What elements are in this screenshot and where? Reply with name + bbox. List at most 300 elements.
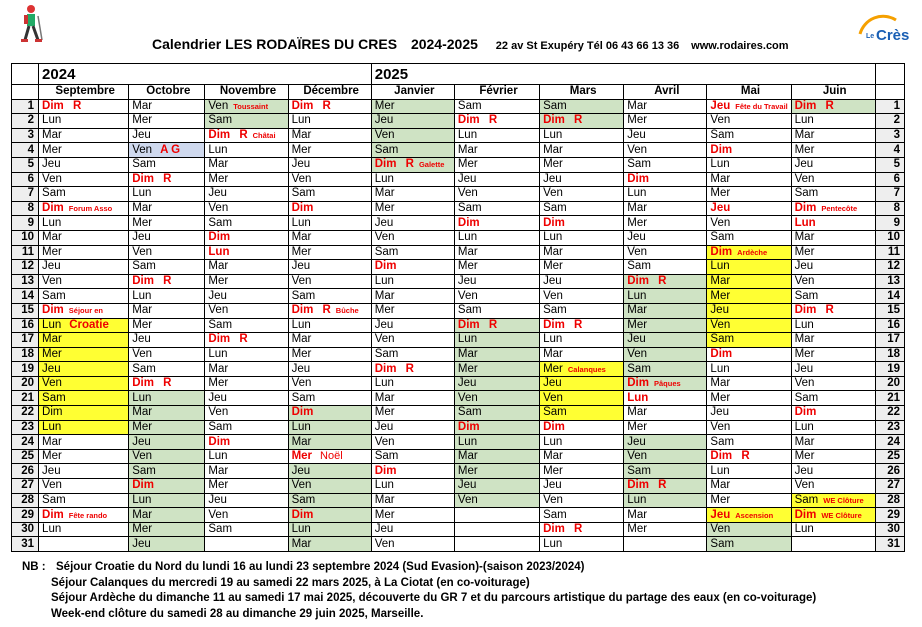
day-name: Mar — [543, 245, 563, 258]
day-cell — [624, 303, 707, 318]
logo-text-le: Le — [866, 33, 875, 40]
day-name: Jeu — [543, 275, 562, 288]
calendar-table — [11, 63, 905, 552]
day-name: Mer — [627, 318, 648, 331]
day-name: Jeu — [457, 479, 477, 492]
day-number: 28 — [12, 493, 39, 508]
day-cell — [454, 391, 539, 406]
day-name: Mer — [627, 114, 648, 127]
notes-label: NB : — [22, 561, 46, 573]
day-cell — [540, 420, 624, 435]
day-row — [12, 303, 905, 318]
day-name: Sam — [627, 464, 651, 477]
day-row — [12, 289, 905, 304]
day-cell — [540, 391, 624, 406]
day-name: Ven — [457, 187, 478, 200]
day-name: Jeu — [42, 362, 61, 375]
year-row — [12, 64, 905, 85]
day-row — [12, 143, 905, 158]
day-name: Sam — [457, 406, 482, 419]
day-number: 19 — [12, 362, 39, 377]
day-cell — [791, 333, 875, 348]
day-name: Dim — [42, 99, 64, 112]
day-cell — [454, 406, 539, 421]
day-name: Mer — [208, 479, 229, 492]
day-number: 17 — [12, 333, 39, 348]
day-cell — [454, 435, 539, 450]
day-name: Mer — [794, 245, 815, 258]
day-cell — [454, 201, 539, 216]
day-cell — [791, 260, 875, 275]
day-cell — [371, 201, 454, 216]
day-number: 13 — [875, 274, 904, 289]
day-cell — [624, 406, 707, 421]
day-cell — [39, 493, 129, 508]
day-cell — [624, 479, 707, 494]
day-cell — [707, 99, 791, 114]
day-cell — [791, 347, 875, 362]
day-cell — [540, 274, 624, 289]
day-cell — [371, 216, 454, 231]
day-name: Ven — [208, 508, 229, 521]
day-name: Dim — [457, 420, 480, 433]
day-name: Mar — [627, 202, 648, 215]
day-name: Dim — [710, 245, 733, 258]
day-cell — [288, 303, 371, 318]
day-name: Mer — [627, 420, 648, 433]
day-cell — [454, 289, 539, 304]
month-header: Novembre — [205, 85, 288, 100]
day-name: Dim — [457, 318, 480, 331]
page-title — [152, 36, 789, 52]
day-name: Sam — [794, 493, 819, 506]
day-name: Mer — [794, 347, 815, 360]
day-name: Sam — [710, 129, 735, 142]
day-cell — [371, 143, 454, 158]
day-number: 30 — [12, 522, 39, 537]
day-cell — [205, 216, 288, 231]
day-cell — [707, 318, 791, 333]
day-row — [12, 420, 905, 435]
day-number: 6 — [12, 172, 39, 187]
day-name: Sam — [291, 289, 316, 302]
day-cell — [205, 143, 288, 158]
day-cell — [129, 406, 205, 421]
day-row — [12, 376, 905, 391]
day-name: Lun — [132, 391, 152, 404]
day-cell — [39, 347, 129, 362]
day-cell — [707, 274, 791, 289]
day-name: Sam — [543, 406, 567, 419]
day-cell — [791, 172, 875, 187]
day-name: Mer — [42, 245, 62, 258]
day-cell — [288, 493, 371, 508]
day-name: Jeu — [208, 391, 227, 404]
day-cell — [454, 245, 539, 260]
day-name: Dim — [132, 172, 154, 185]
day-cell — [540, 522, 624, 537]
day-name: Mer — [543, 158, 563, 171]
event-label: Pentecôte — [821, 204, 858, 214]
day-name: Sam — [208, 523, 233, 536]
day-name: Dim — [291, 99, 314, 112]
event-label: WE Clôture — [823, 495, 864, 505]
day-cell — [39, 289, 129, 304]
day-cell — [205, 479, 288, 494]
day-number: 4 — [12, 143, 39, 158]
day-cell — [129, 508, 205, 523]
event-label: Fête du Travail — [735, 101, 788, 111]
day-name: Mer — [132, 216, 153, 229]
day-name: Ven — [543, 493, 563, 506]
rando-marker: R — [402, 362, 414, 375]
day-cell — [129, 464, 205, 479]
day-name: Lun — [208, 143, 228, 156]
day-name: Sam — [374, 450, 399, 463]
day-name: Dim — [627, 172, 649, 185]
day-cell — [791, 274, 875, 289]
day-row — [12, 157, 905, 172]
rando-marker: R — [402, 158, 414, 171]
day-name: Dim — [42, 508, 64, 521]
year-label: 2025 — [371, 64, 875, 85]
day-name: Sam — [208, 318, 233, 331]
day-name: Mer — [457, 158, 478, 171]
day-cell — [540, 464, 624, 479]
day-cell — [540, 260, 624, 275]
day-name: Mar — [291, 537, 312, 550]
day-cell — [540, 493, 624, 508]
day-cell — [288, 230, 371, 245]
month-header: Mai — [707, 85, 791, 100]
day-name: Mer — [208, 172, 229, 185]
day-cell — [371, 406, 454, 421]
day-number: 6 — [875, 172, 904, 187]
day-number: 20 — [875, 376, 904, 391]
day-cell — [624, 449, 707, 464]
day-number: 16 — [875, 318, 904, 333]
day-name: Mar — [374, 493, 395, 506]
day-name: Ven — [291, 479, 312, 492]
day-name: Ven — [208, 304, 229, 317]
day-cell — [39, 420, 129, 435]
day-name: Jeu — [710, 304, 729, 317]
day-name: Jeu — [132, 231, 151, 244]
day-cell — [371, 493, 454, 508]
day-cell — [129, 274, 205, 289]
day-name: Sam — [42, 493, 66, 506]
day-cell — [791, 99, 875, 114]
day-cell — [39, 172, 129, 187]
le-cres-logo — [856, 14, 918, 50]
day-name: Dim — [627, 479, 649, 492]
day-cell — [707, 143, 791, 158]
day-cell — [454, 99, 539, 114]
day-name: Dim — [132, 275, 154, 288]
day-cell — [288, 260, 371, 275]
day-name: Dim — [794, 202, 817, 215]
day-name: Mer — [291, 450, 313, 463]
day-cell — [129, 114, 205, 129]
day-cell — [129, 420, 205, 435]
day-row — [12, 260, 905, 275]
day-cell — [791, 479, 875, 494]
day-name: Mar — [42, 129, 62, 142]
day-cell — [129, 522, 205, 537]
day-cell — [288, 333, 371, 348]
day-name: Ven — [42, 377, 62, 390]
day-name: Mar — [208, 464, 229, 477]
day-cell — [791, 157, 875, 172]
day-number: 12 — [875, 260, 904, 275]
month-header-row — [12, 85, 905, 100]
day-cell — [205, 187, 288, 202]
day-row — [12, 449, 905, 464]
day-name: Jeu — [132, 537, 151, 550]
day-number: 9 — [12, 216, 39, 231]
day-name: Ven — [457, 391, 478, 404]
day-name: Ven — [710, 114, 731, 127]
day-number: 29 — [875, 508, 904, 523]
rando-marker: R — [570, 318, 583, 331]
day-cell — [624, 464, 707, 479]
day-cell — [707, 376, 791, 391]
rando-marker: R — [319, 99, 331, 112]
day-cell — [288, 172, 371, 187]
day-cell — [205, 362, 288, 377]
day-cell — [371, 157, 454, 172]
day-row — [12, 464, 905, 479]
day-name: Dim — [543, 114, 565, 127]
day-name: Jeu — [543, 172, 562, 185]
day-name: Mer — [457, 362, 478, 375]
day-cell — [288, 420, 371, 435]
day-cell — [288, 157, 371, 172]
day-name: Ven — [457, 289, 478, 302]
day-cell — [791, 201, 875, 216]
day-name: Lun — [627, 493, 647, 506]
day-cell — [205, 157, 288, 172]
day-name: Lun — [374, 479, 394, 492]
day-name: Jeu — [208, 493, 227, 506]
day-name: Sam — [208, 216, 233, 229]
day-cell — [791, 464, 875, 479]
month-header: Juin — [791, 85, 875, 100]
day-name: Jeu — [457, 377, 477, 390]
day-name: Ven — [291, 377, 312, 390]
day-name: Mer — [374, 304, 395, 317]
day-cell — [624, 522, 707, 537]
day-cell — [454, 347, 539, 362]
day-name: Mer — [543, 464, 563, 477]
day-name: Sam — [710, 537, 735, 550]
corner-cell — [875, 85, 904, 100]
day-name: Mer — [710, 493, 731, 506]
day-cell — [288, 201, 371, 216]
day-cell — [288, 274, 371, 289]
day-number: 29 — [12, 508, 39, 523]
day-name: Dim — [374, 362, 397, 375]
day-name: Dim — [291, 508, 314, 521]
day-name: Mar — [710, 479, 731, 492]
day-name: Mar — [132, 99, 153, 112]
day-name: Lun — [794, 318, 814, 331]
day-name: Sam — [42, 289, 66, 302]
day-cell — [129, 493, 205, 508]
rando-marker: R — [822, 99, 834, 112]
day-cell — [205, 449, 288, 464]
month-header: Septembre — [39, 85, 129, 100]
day-name: Ven — [710, 420, 731, 433]
day-cell — [129, 187, 205, 202]
rando-marker: R — [485, 114, 498, 127]
day-cell — [540, 245, 624, 260]
day-name: Ven — [208, 406, 229, 419]
day-cell — [39, 391, 129, 406]
day-cell — [205, 318, 288, 333]
note-line: Séjour Croatie du Nord du lundi 16 au lundi 23 septembre 2024 (Sud Evasion)-(saison 2023/2024) — [56, 561, 585, 573]
day-name: Lun — [132, 493, 152, 506]
day-cell — [791, 187, 875, 202]
day-cell — [39, 201, 129, 216]
day-number: 25 — [875, 449, 904, 464]
day-cell — [454, 216, 539, 231]
day-cell — [791, 493, 875, 508]
day-name: Ven — [132, 143, 153, 156]
day-cell — [129, 216, 205, 231]
day-name: Mar — [42, 435, 62, 448]
day-number: 8 — [12, 201, 39, 216]
day-cell — [624, 143, 707, 158]
day-cell — [288, 376, 371, 391]
day-cell — [540, 333, 624, 348]
day-cell — [624, 230, 707, 245]
day-cell — [707, 187, 791, 202]
day-name: Jeu — [710, 202, 731, 215]
day-row — [12, 128, 905, 143]
day-name: Mer — [132, 420, 153, 433]
day-name: Dim — [208, 435, 231, 448]
day-row — [12, 435, 905, 450]
day-cell — [288, 464, 371, 479]
day-name: Lun — [794, 420, 814, 433]
day-cell — [39, 376, 129, 391]
day-row — [12, 522, 905, 537]
day-name: Ven — [794, 479, 815, 492]
day-number: 24 — [12, 435, 39, 450]
day-name: Sam — [374, 143, 399, 156]
day-cell — [540, 216, 624, 231]
day-name: Mer — [42, 450, 62, 463]
logo-text-cres: Crès — [876, 27, 910, 44]
day-name: Mar — [627, 99, 648, 112]
day-number: 18 — [12, 347, 39, 362]
day-cell — [791, 406, 875, 421]
day-name: Mar — [42, 333, 62, 346]
rando-marker: R — [654, 275, 667, 288]
corner-cell — [12, 64, 39, 85]
day-name: Jeu — [291, 464, 311, 477]
day-name: Mar — [794, 231, 815, 244]
day-cell — [540, 187, 624, 202]
day-row — [12, 216, 905, 231]
day-number: 28 — [875, 493, 904, 508]
day-cell — [707, 201, 791, 216]
day-name: Mar — [710, 377, 731, 390]
day-cell — [129, 435, 205, 450]
day-name: Ven — [132, 347, 153, 360]
day-cell — [371, 449, 454, 464]
rando-marker: R — [159, 275, 172, 288]
day-name: Lun — [208, 245, 230, 258]
day-cell — [540, 201, 624, 216]
day-name: Lun — [132, 187, 152, 200]
day-name: Sam — [543, 202, 567, 215]
day-name: Ven — [374, 435, 395, 448]
day-cell — [371, 391, 454, 406]
day-number: 26 — [875, 464, 904, 479]
day-name: Lun — [374, 377, 394, 390]
day-name: Lun — [291, 216, 311, 229]
day-cell — [205, 128, 288, 143]
day-name: Mer — [132, 318, 153, 331]
day-number: 30 — [875, 522, 904, 537]
day-cell — [205, 420, 288, 435]
day-name: Sam — [291, 493, 316, 506]
day-name: Mar — [710, 172, 731, 185]
day-cell — [707, 406, 791, 421]
event-label: Ascension — [735, 510, 774, 520]
day-cell — [540, 303, 624, 318]
day-cell — [129, 143, 205, 158]
day-cell — [371, 230, 454, 245]
day-number: 11 — [12, 245, 39, 260]
event-label: Croatie — [69, 318, 109, 331]
month-header: Février — [454, 85, 539, 100]
day-name: Jeu — [794, 158, 814, 171]
day-cell — [129, 157, 205, 172]
day-cell — [288, 522, 371, 537]
day-number: 18 — [875, 347, 904, 362]
day-name: Jeu — [627, 231, 646, 244]
day-name: Lun — [710, 158, 730, 171]
day-cell — [540, 537, 624, 552]
day-name: Sam — [543, 304, 567, 317]
day-cell — [791, 362, 875, 377]
day-name: Jeu — [291, 362, 311, 375]
month-header: Mars — [540, 85, 624, 100]
day-name: Lun — [794, 216, 816, 229]
day-cell — [454, 522, 539, 537]
day-number: 3 — [12, 128, 39, 143]
day-number: 26 — [12, 464, 39, 479]
day-name: Lun — [208, 450, 228, 463]
day-cell — [39, 128, 129, 143]
day-cell — [791, 449, 875, 464]
day-cell — [205, 508, 288, 523]
event-label: WE Clôture — [821, 510, 862, 520]
day-name: Ven — [208, 99, 229, 112]
day-name: Dim — [42, 202, 64, 215]
day-cell — [707, 464, 791, 479]
day-cell — [540, 362, 624, 377]
day-name: Lun — [457, 333, 478, 346]
day-name: Lun — [543, 129, 563, 142]
day-name: Mer — [291, 245, 312, 258]
day-name: Lun — [627, 391, 649, 404]
year-label: 2024 — [39, 64, 372, 85]
day-cell — [288, 537, 371, 552]
